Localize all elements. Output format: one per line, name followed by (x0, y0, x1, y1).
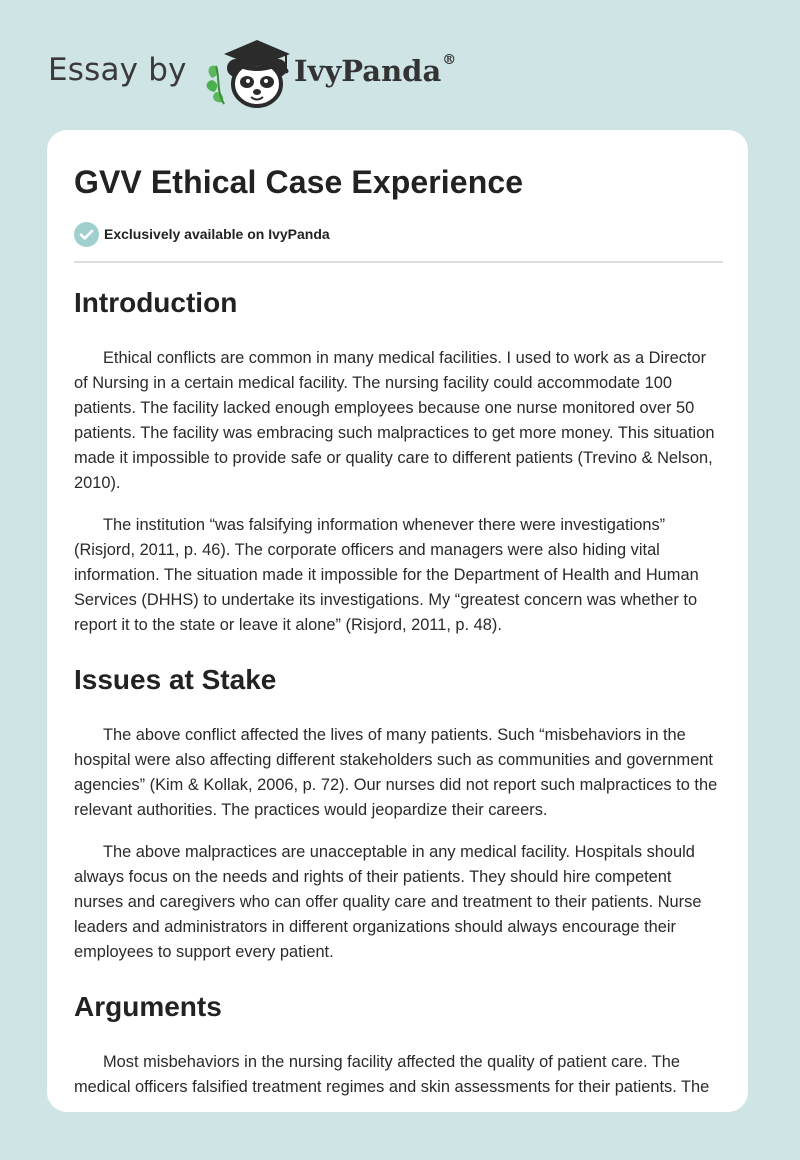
section-heading-arguments: Arguments (74, 991, 222, 1022)
registered-mark: ® (442, 52, 457, 68)
check-circle-icon (74, 222, 99, 247)
exclusive-badge (74, 221, 330, 247)
title-divider (74, 261, 723, 263)
section-heading-introduction: Introduction (74, 287, 238, 318)
essay-body (74, 278, 722, 1100)
paragraph: The institution “was falsifying information whenever there were investigations” (Risjord, 2011, p. 46). The corporate officers and managers were also hiding vital information. The situation made it impossible for the Department of Health and Human Services (DHHS) to undertake its investigations. My “greatest concern was whether to report it to the state or leave it alone” (Risjord, 2011, p. 48). (74, 516, 699, 634)
exclusive-badge-text: Exclusively available on IvyPanda (104, 226, 330, 242)
paragraph: The above malpractices are unacceptable in any medical facility. Hospitals should always focus on the needs and rights of their patients. They should hire competent nurses and caregivers who can offer quality care and treatment to their patients. Nurse leaders and administrators in different organizations should always encourage their employees to support every patient. (74, 843, 702, 961)
brand-name: IvyPanda® (294, 52, 457, 88)
brand-prefix: Essay by (48, 52, 187, 88)
brand-header[interactable] (48, 34, 468, 110)
ivypanda-logo-icon (202, 34, 298, 110)
essay-card (47, 130, 748, 1112)
paragraph: The above conflict affected the lives of many patients. Such “misbehaviors in the hospital were also affecting different stakeholders such as communities and government agencies” (Kim & Kollak, 2006, p. 72). Our nurses did not report such malpractices to the relevant authorities. The practices would jeopardize their careers. (74, 726, 718, 819)
paragraph: Ethical conflicts are common in many medical facilities. I used to work as a Director of Nursing in a certain medical facility. The nursing facility could accommodate 100 patients. The facility lacked enough employees because one nurse monitored over 50 patients. The facility was embracing such malpractices to get more money. This situation made it impossible to provide safe or quality care to different patients (Trevino & Nelson, 2010). (74, 349, 715, 492)
page-title: GVV Ethical Case Experience (74, 164, 524, 200)
paragraph: Most misbehaviors in the nursing facility affected the quality of patient care. The medical officers falsified treatment regimes and skin assessments for their patients. The (74, 1053, 710, 1096)
section-heading-issues-at-stake: Issues at Stake (74, 664, 277, 695)
